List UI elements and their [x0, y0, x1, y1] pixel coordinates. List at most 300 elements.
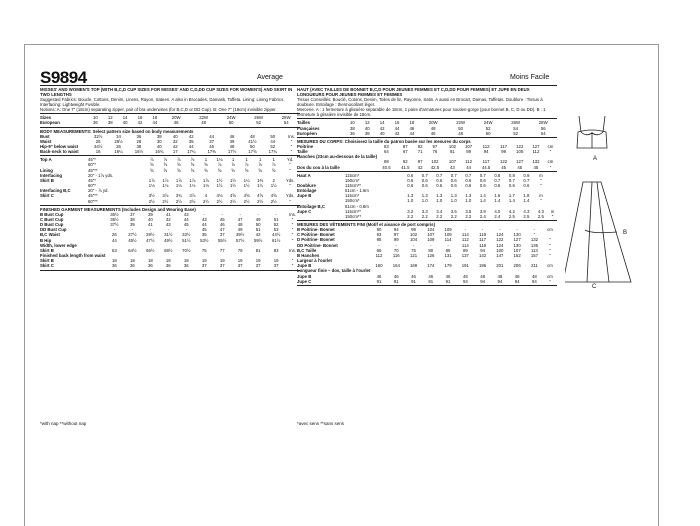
cell: 0.7 [436, 172, 443, 178]
size-cell: 42 [379, 125, 385, 131]
cell: 1½ [230, 177, 237, 183]
cell: 19 [201, 258, 207, 264]
yardage-table [40, 157, 300, 203]
cell: 75 [201, 247, 207, 253]
cell: 87 [402, 143, 408, 149]
row-label: Largeur à l'ourlet [297, 258, 332, 264]
rule [297, 220, 557, 221]
notions: Notions: A: One 7" (18cm) separating zipper, pair of bra underwires (for B,C,D or DD Cup). B: One 7" (18cm) invisible zipper. [40, 107, 277, 113]
row-label: Doublure [297, 183, 316, 188]
cell: 0.6 [436, 183, 443, 188]
cell: 37½ [110, 222, 119, 228]
cell: 2½ [175, 198, 182, 204]
cell: 45 [183, 222, 189, 228]
row-label: B Poitrine- Bonnet [297, 227, 335, 233]
row-label: B Hip [40, 237, 52, 243]
cell: 29½ [146, 232, 155, 238]
cell: 17¾ [268, 149, 277, 155]
cell: 38 [136, 144, 142, 149]
row-label: C Bust Cup [40, 216, 64, 222]
cell: 94 [393, 227, 399, 233]
sizes-label: Sizes [40, 115, 51, 121]
row-label: Skirt B [40, 247, 54, 253]
cell: 66 [376, 247, 382, 253]
size-cell: 26W [511, 120, 521, 126]
cell: 47 [219, 227, 225, 233]
row-label: C Poitrine- Bonnet [297, 232, 335, 238]
finished-title: MESURES DES VÊTEMENTS FINI (Motif et aisance de port compris) [297, 222, 435, 228]
cell: m [539, 172, 543, 178]
size-cell: 50 [485, 130, 491, 136]
body-table [297, 144, 557, 170]
cell: 46 [376, 273, 382, 279]
cell: - [113, 227, 116, 233]
cell: " [540, 183, 542, 188]
cell: 0.8 [494, 172, 501, 178]
rule [297, 171, 557, 172]
cell: 16 [95, 149, 101, 155]
cell: 94 [514, 278, 520, 284]
cell: 127 [513, 237, 521, 243]
cell: " [289, 167, 291, 173]
size-cell: 18 [409, 120, 415, 126]
size-cell: 54 [513, 125, 519, 131]
cell: 35 [188, 138, 194, 144]
cell: 131 [444, 252, 452, 258]
cell: 17½ [227, 149, 237, 155]
rule [40, 113, 300, 114]
cell: 124 [496, 242, 504, 248]
cell: ⅝ [258, 167, 262, 173]
cell: 1½ [270, 183, 277, 189]
size-cell: 42 [137, 120, 143, 126]
cell: - [499, 227, 501, 233]
view-label-b: B [623, 230, 628, 236]
cell: 122 [500, 159, 508, 165]
cell: 17⅜ [207, 149, 216, 155]
cell: ⅞ [177, 157, 181, 163]
cell: 75 [411, 247, 416, 253]
cell: - [412, 242, 415, 248]
cell: 0.6 [450, 183, 457, 188]
cell: 48 [250, 133, 255, 139]
row-label: Haut A [297, 172, 311, 178]
cell: ⅝ [204, 167, 208, 173]
cell: 57½ [236, 237, 245, 243]
cell: 37 [237, 263, 243, 269]
cell: 44 [183, 216, 189, 222]
row-label: Jupe B [297, 273, 312, 279]
view-label-c: C [592, 284, 597, 290]
cell: 1⅞ [162, 177, 169, 183]
cell: 0.6 [450, 177, 457, 183]
cell: 31½ [164, 232, 173, 238]
cell: 211 [530, 263, 538, 269]
cell: 64 [384, 149, 389, 155]
cell: 37 [209, 138, 215, 144]
cell: 1.4 [479, 193, 486, 199]
cell: " [290, 138, 293, 144]
cell: 1.3 [450, 193, 457, 199]
cell: 119 [479, 232, 487, 238]
cell: 114 [461, 232, 469, 238]
cell: 1½ [257, 183, 264, 189]
cell: 0.7 [465, 172, 472, 178]
cell: 41½ [248, 138, 257, 144]
cell: 45 [533, 164, 539, 170]
cell: 2½ [148, 198, 155, 204]
size-cell: 36 [350, 130, 355, 136]
cell: 1½ [216, 183, 223, 189]
size-cell: 42 [394, 130, 400, 136]
size-cell: 12 [364, 120, 370, 126]
cell: 16½ [134, 149, 144, 155]
cell: 94 [462, 278, 468, 284]
cell: 70½ [182, 247, 191, 253]
row-label: D Bust Cup [40, 222, 64, 228]
row-width: 45"** [88, 193, 98, 199]
garment-drawings [565, 110, 635, 300]
size-cell: 24W [483, 120, 493, 126]
row-width: 60"* [88, 162, 96, 168]
row-width: 20" - 1⅞ yds. [88, 172, 114, 178]
cell: 45 [219, 216, 225, 222]
row-label [297, 214, 345, 219]
cell: " [291, 237, 294, 243]
cell: 38 [129, 216, 135, 222]
cell: 49½ [164, 237, 173, 243]
cell: 94 [480, 278, 485, 284]
rule [40, 270, 300, 271]
cell: 1 [245, 157, 248, 163]
row-width: 115cm* [345, 193, 360, 199]
cell: 2 [272, 177, 275, 183]
cell: 1½ [243, 183, 250, 189]
cell: " [291, 227, 294, 233]
cell: ⅝ [271, 167, 276, 173]
cell: 0.6 [479, 183, 486, 188]
cell: 34 [116, 133, 121, 139]
cell: 48 [480, 273, 485, 279]
row-label: Skirt C [40, 263, 54, 269]
cell: 164 [392, 263, 400, 269]
cell: cm [547, 273, 553, 279]
cell: - [239, 211, 241, 217]
size-cell: 46 [173, 120, 179, 126]
cell: ⅞ [231, 162, 235, 168]
row-width: 150cm** [345, 213, 362, 219]
cell: 19 [273, 258, 279, 264]
row-width: 60"** [88, 198, 98, 204]
size-cell: 12 [107, 115, 113, 121]
cell: 3.9 [479, 208, 486, 214]
cell: 63 [112, 247, 117, 253]
cell: 37 [219, 263, 225, 269]
yardage-row [40, 199, 300, 204]
cell: 36 [129, 263, 135, 269]
cell: 2½ [202, 198, 209, 204]
cell: " [549, 164, 552, 170]
size-cell: 44 [409, 130, 415, 136]
cell: 26 [112, 232, 117, 238]
fabrics: Tissus Conseillés: Bouclé, Cotons, Denim, Toiles de lin, Rayonne, Satin. A aussi en Brocart, Damas, Taffetas. Doublure : Tissus à doublure. Entoilage : thermocollant léger. [297, 97, 543, 108]
row-width: 51cm - 1.6m [345, 188, 369, 194]
cell: Ins. [288, 133, 295, 139]
cell: 90 [376, 227, 382, 233]
cell: 43 [450, 164, 455, 170]
cell: 16¼ [114, 149, 123, 155]
cell: 1⅜ [257, 177, 264, 183]
row-label: Interfacing [40, 172, 62, 178]
size-cell: 28W [281, 115, 291, 121]
body-row [40, 149, 300, 154]
cell: 91 [445, 278, 451, 284]
cell: 46 [445, 273, 451, 279]
size-cell: 54 [540, 130, 546, 136]
cell: 92 [402, 159, 408, 165]
cell: 160 [375, 263, 383, 269]
cell: 91 [411, 278, 416, 284]
row-label: Width, lower edge [40, 242, 77, 248]
cell: 41.5 [401, 164, 410, 170]
cell: 94 [497, 278, 503, 284]
cell: 33½ [182, 232, 191, 238]
cell: 1.8 [523, 193, 530, 199]
cell: 113 [530, 247, 538, 253]
cell: 45½ [128, 237, 137, 243]
cell: - [516, 227, 518, 233]
cell: " [549, 149, 552, 155]
cell: 94 [483, 149, 489, 155]
cell: 64½ [128, 247, 137, 253]
european-label: European [40, 120, 60, 126]
size-cell: 38 [350, 125, 355, 131]
cell: 50 [255, 222, 261, 228]
cell: 107 [427, 232, 435, 238]
row-label: Jupe C [297, 208, 312, 214]
cell: 81 [450, 149, 455, 155]
cell: 3⅞ [189, 193, 196, 199]
cell: ⅝ [163, 167, 168, 173]
cell: 1.7 [508, 193, 515, 199]
cell: 2.5 [523, 213, 530, 219]
cell: 1.4 [523, 198, 530, 204]
cell: " [291, 263, 294, 269]
cell: ⅝ [177, 167, 181, 173]
size-cell: 52 [513, 130, 519, 136]
cell: 26½ [114, 138, 123, 144]
cell: 94 [480, 247, 485, 253]
cell: 77 [219, 247, 225, 253]
cell: - [378, 242, 380, 248]
row-label: Lining [40, 167, 53, 173]
cell: 1.3 [436, 193, 443, 199]
cell: 44.5 [481, 164, 491, 170]
cell: 36 [147, 263, 153, 269]
size-cell: 40 [122, 120, 128, 126]
size-cell: 40 [364, 125, 370, 131]
row-label: Longueur finie – dos, taille à l'ourlet [297, 268, 371, 274]
cell: " [291, 258, 294, 264]
cell: 66½ [146, 247, 155, 253]
view-label-a: A [593, 156, 598, 162]
cell: 28 [136, 138, 142, 144]
cell: 27½ [128, 232, 137, 238]
cell: Yd. [287, 157, 294, 163]
cell: 3.2 [407, 208, 414, 214]
rule [297, 118, 557, 119]
cell: 1.4 [508, 198, 515, 204]
cell: ⅞ [271, 162, 276, 168]
cell: 18 [147, 258, 153, 264]
cell: 35 [201, 232, 207, 238]
cell: 18 [165, 258, 171, 264]
cell: 0.6 [508, 183, 515, 188]
cell: 1⅛ [202, 183, 209, 189]
row-width: 45"* [88, 177, 96, 183]
title: HAUT (AVEC TAILLES DE BONNET B,C,D POUR JEUNES FEMMES ET C,D,DD POUR FEMMES) ET JUPE EN DEUX LONGUEURS POUR JEUNES FEMMES ET FEMMES [297, 87, 530, 98]
cell: 4.3 [537, 208, 544, 214]
cell: 18 [129, 258, 135, 264]
sizes-table [297, 120, 557, 135]
yardage-row [297, 214, 557, 219]
cell: 0.6 [407, 177, 414, 183]
difficulty-level-en: Average [257, 74, 283, 81]
size-cell: 56 [540, 125, 546, 131]
cell: 92 [417, 143, 423, 149]
body-title: MESURES DU CORPS: Choisissez la taille du patron basée sur les mesures du corps [297, 138, 471, 144]
cell: 41 [147, 222, 153, 228]
cell: Yds. [285, 177, 295, 183]
cell: 45 [517, 164, 523, 170]
cell: 19 [255, 258, 261, 264]
cell: 45 [201, 227, 207, 233]
pattern-number: S9894 [40, 68, 87, 87]
cell: 135 [530, 242, 538, 248]
row-label: B,C Waist [40, 232, 60, 238]
cell: 1.0 [465, 198, 472, 204]
cell: - [167, 227, 170, 233]
cell: 53 [273, 227, 279, 233]
size-cell: 44 [394, 125, 400, 131]
cell: 4⅛ [216, 193, 223, 199]
cell: 206 [513, 263, 521, 269]
cell: - [481, 227, 484, 233]
cell: cm [547, 263, 553, 269]
cell: 46 [411, 273, 416, 279]
cell: 41 [165, 211, 171, 217]
cell: 191 [461, 263, 469, 269]
cell: ⅝ [149, 162, 154, 168]
row-width: 150cm* [345, 198, 360, 204]
cell: 2½ [243, 198, 250, 204]
view-illustrations [565, 110, 635, 300]
rule [297, 137, 557, 138]
fr-sizes-label: Françaises [297, 125, 320, 131]
cell: 3.4 [436, 208, 443, 214]
cell: ⅝ [204, 162, 208, 168]
cell: 51 [273, 216, 279, 222]
cell: 2½ [257, 198, 264, 204]
european-row [40, 120, 300, 125]
cell: 1⅛ [189, 183, 196, 189]
cell: 39 [147, 211, 153, 217]
cell: 4⅝ [257, 193, 264, 199]
cell: 2.2 [407, 213, 414, 219]
size-cell: 18 [152, 115, 158, 121]
cell: 83 [273, 247, 279, 253]
cell: 3.3 [421, 208, 428, 214]
cell: 112 [375, 252, 383, 258]
cell: 201 [496, 263, 504, 269]
size-cell: 48 [201, 120, 207, 126]
cell: 70 [393, 247, 399, 253]
cell: 40 [172, 133, 178, 139]
cell: ⅝ [190, 167, 195, 173]
cell: 19 [219, 258, 225, 264]
finished-table [40, 212, 300, 269]
cell: " [289, 198, 291, 204]
cell: 3⅞ [162, 193, 169, 199]
cell: 0.7 [494, 177, 501, 183]
cell: - [257, 211, 259, 217]
cell: 114 [461, 242, 469, 248]
row-label: Jupe B [297, 193, 312, 199]
cell: 4.2 [508, 208, 515, 214]
cell: 34½ [94, 144, 103, 149]
cell: 0.7 [508, 177, 515, 183]
cell: 39 [229, 138, 235, 144]
cell: - [203, 211, 205, 217]
cell: 25 [95, 138, 101, 144]
cell: 43 [183, 211, 189, 217]
size-cell: 22W [456, 120, 466, 126]
cell: 109 [444, 232, 452, 238]
cell: 91 [393, 278, 399, 284]
cell: 40 [156, 144, 162, 149]
cell: 17 [172, 149, 178, 155]
cell: 1.6 [494, 193, 501, 199]
cell: - [395, 242, 397, 248]
cell: " [290, 149, 293, 155]
cell: 48 [462, 273, 468, 279]
cell: ⅞ [190, 157, 195, 163]
cell: " [540, 177, 542, 183]
cell: 2½ [230, 198, 237, 204]
cell: 0.7 [450, 172, 457, 178]
cell: ⅞ [163, 157, 168, 163]
row-label: Waist [40, 138, 52, 144]
cell: 109 [444, 227, 452, 233]
cell: 55½ [218, 237, 227, 243]
cell: 18 [183, 258, 189, 264]
cell: 1.3 [421, 193, 428, 199]
skirt-drawing [565, 182, 631, 282]
cell: 0.7 [479, 172, 486, 178]
cell: 30 [156, 138, 162, 144]
cell: 46 [229, 133, 235, 139]
cell: 53½ [200, 237, 209, 243]
english-column [40, 84, 300, 272]
size-cell: 14 [379, 120, 385, 126]
cell: 117 [482, 159, 490, 165]
size-cell: 36 [93, 120, 98, 126]
cell: - [464, 227, 467, 233]
row-width: 51cm - 0.8m [345, 203, 369, 209]
cell: 127 [516, 159, 524, 165]
cell: 1.0 [407, 198, 414, 204]
rule [40, 127, 300, 128]
